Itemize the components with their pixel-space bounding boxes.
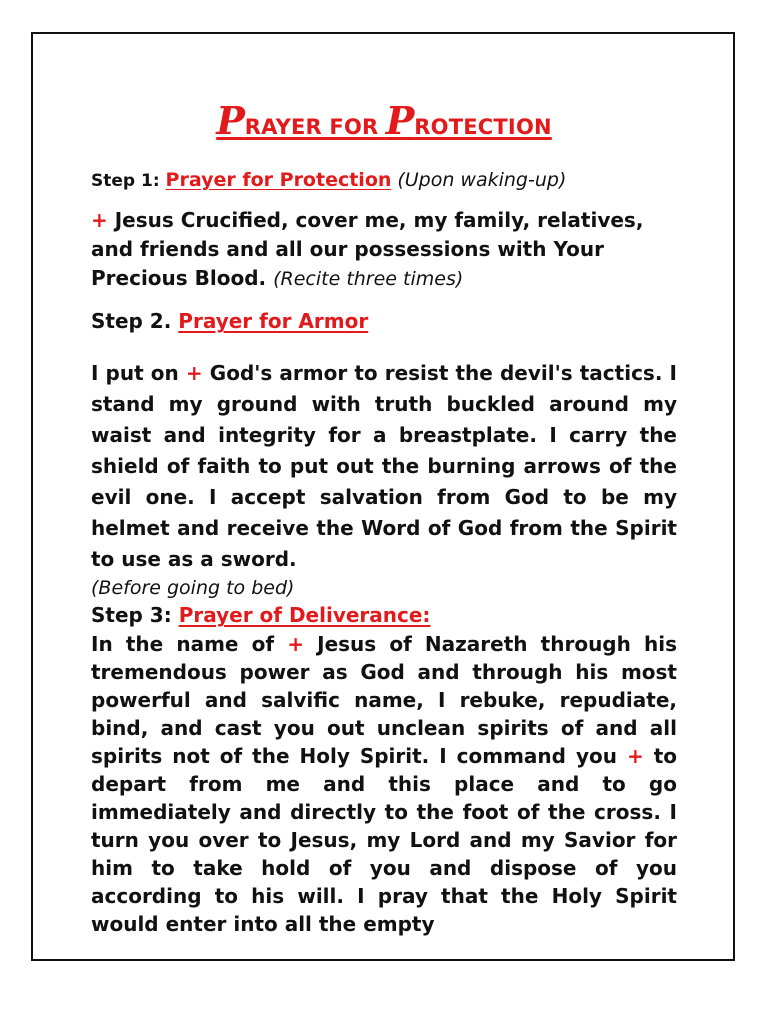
prayer-3-part-1: In the name of xyxy=(91,632,275,657)
prayer-3-text xyxy=(91,630,677,938)
cross-symbol: + xyxy=(91,208,108,233)
prayer-2-text xyxy=(91,358,677,575)
prayer-1-body: Jesus Crucified, cover me, my family, relatives, and friends and all our possessions with Your Precious Blood. xyxy=(91,208,644,291)
title-word-2: ROTECTION xyxy=(414,115,552,139)
prayer-1-note: (Recite three times) xyxy=(273,268,464,291)
page-title xyxy=(91,100,677,142)
title-initial-1: P xyxy=(216,98,245,143)
prayer-3-part-3: to depart from me and this place and to go immediately and directly to the foot of the cross. I turn you over to Jesus, my Lord and my Savior for him to take hold of you and dispose of you according to his will. I pray that the Holy Spirit would enter into all the empty xyxy=(91,744,678,937)
step-2-title: Prayer for Armor xyxy=(178,309,369,334)
prayer-2-before: I put on xyxy=(91,361,179,386)
step-3-pre-note: (Before going to bed) xyxy=(91,577,295,600)
step-2-label: Step 2. xyxy=(91,309,172,334)
step-3-title: Prayer of Deliverance: xyxy=(178,603,431,628)
cross-symbol: + xyxy=(287,632,304,657)
step-1-note: (Upon waking-up) xyxy=(397,168,567,191)
step-3-label: Step 3: xyxy=(91,603,172,628)
document-body xyxy=(91,100,677,938)
step-3-heading xyxy=(91,601,677,630)
step-1-heading xyxy=(91,168,677,193)
prayer-3-part-2: Jesus of Nazareth through his tremendous power as God and through his most powerful and salvific name, I rebuke, repudiate, bind, and cast you out unclean spirits of and all spirits not of the Holy Spirit. I command you xyxy=(91,632,678,769)
step-1-title: Prayer for Protection xyxy=(165,168,392,191)
step-2-heading xyxy=(91,307,677,336)
prayer-2-after: God's armor to resist the devil's tactics. I stand my ground with truth buckled around my waist and integrity for a breastplate. I carry the shield of faith to put out the burning arrows of the evil one. I accept salvation from God to be my helmet and receive the Word of God from the Spirit to use as a sword. xyxy=(91,361,677,572)
cross-symbol: + xyxy=(626,744,644,769)
prayer-1-text xyxy=(91,206,677,294)
step-1-label: Step 1: xyxy=(91,170,160,191)
title-initial-2: P xyxy=(385,98,415,143)
title-word-1: RAYER FOR xyxy=(244,115,379,139)
cross-symbol: + xyxy=(185,361,203,386)
